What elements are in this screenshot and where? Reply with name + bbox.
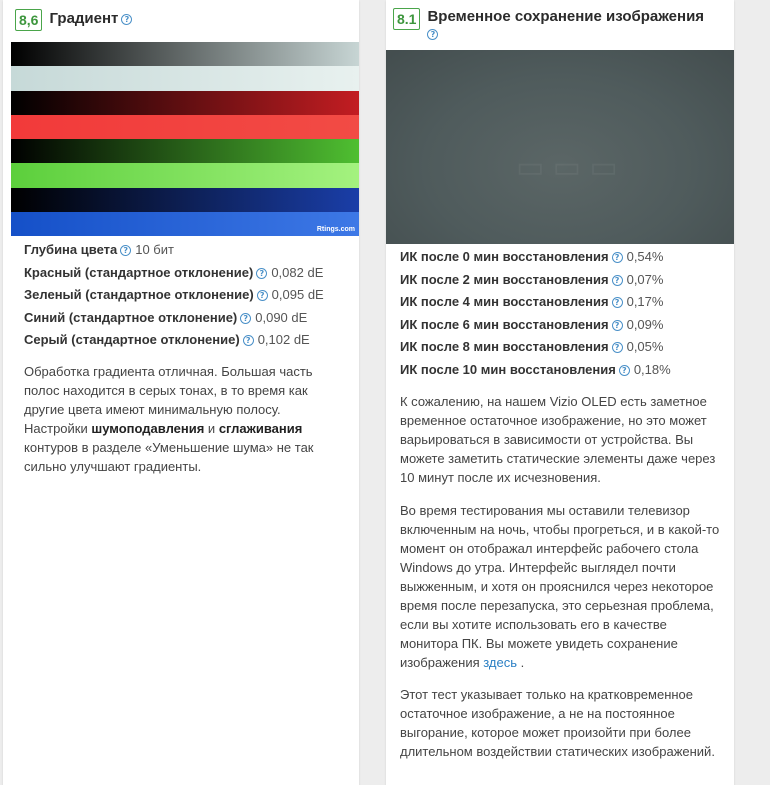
gradient-specs [24,239,324,352]
spec-label: ИК после 8 мин восстановления [400,339,609,354]
spec-value: 0,09% [626,316,664,332]
spec-value: 0,102 dE [257,332,310,347]
spec-label: Зеленый (стандартное отклонение) [24,287,254,302]
gradient-title-text: Градиент [49,10,119,27]
help-icon[interactable]: ? [612,275,623,286]
gradient-band [11,163,359,187]
spec-value: 0,17% [626,294,664,309]
spec-row [24,329,324,352]
image-retention-test-image [386,50,734,244]
image-retention-score-badge: 8.1 [393,8,420,30]
image-retention-title-text: Временное сохранение изображения [427,8,705,25]
help-icon[interactable]: ? [256,268,267,279]
spec-row [400,246,671,269]
spec-row [400,291,671,314]
noise-reduction-term: шумоподавления [91,421,205,436]
spec-label: ИК после 10 мин восстановления [400,361,616,377]
spec-row [400,269,671,292]
help-icon[interactable]: ? [612,297,623,308]
help-icon[interactable]: ? [427,29,438,40]
smoothing-term: сглаживания [218,421,303,436]
retention-paragraph-2: Во время тестирования мы оставили телевизор включенным на ночь, чтобы прогреться, и в какой-то момент он отображал интерфейс рабочего стола Windows до утра. Интерфейс выглядел почти выжженным, и хотя он прояснился через некоторое время после перезапуска, это серьезная проблема, если вы хотите использовать его в качестве монитора ПК. Вы можете увидеть сохранение изображения здесь . [400,503,720,670]
gradient-band [11,42,359,66]
spec-row [400,314,671,337]
spec-label: ИК после 6 мин восстановления [400,316,609,332]
help-icon[interactable]: ? [612,342,623,353]
spec-value: 0,095 dE [271,287,324,302]
spec-label: Синий (стандартное отклонение) [24,309,238,325]
help-icon[interactable]: ? [240,313,251,324]
gradient-band [11,66,359,90]
spec-label: Серый (стандартное отклонение) [24,332,240,347]
gradient-band [11,115,359,139]
spec-row [400,359,671,382]
spec-row [24,307,324,330]
spec-row [24,262,324,285]
help-icon[interactable]: ? [243,335,254,346]
image-retention-header [393,8,728,42]
gradient-title [49,9,132,29]
spec-value: 0,090 dE [255,309,308,325]
image-retention-specs [400,246,671,381]
help-icon[interactable]: ? [121,14,132,25]
help-icon[interactable]: ? [619,365,630,376]
gradient-card [3,0,359,785]
spec-label: ИК после 4 мин восстановления [400,294,609,309]
help-icon[interactable]: ? [612,320,623,331]
spec-row [24,284,324,307]
spec-label: ИК после 0 мин восстановления [400,249,609,264]
rtings-watermark: Rtings.com [316,226,355,233]
spec-value: 10 бит [135,242,174,257]
spec-row [24,239,324,262]
gradient-band [11,212,359,236]
retention-paragraph-3: Этот тест указывает только на кратковременное остаточное изображение, а не на постоянное выгорание, которое может произойти при более длительном воздействии статических изображений. [400,687,715,759]
help-icon[interactable]: ? [612,252,623,263]
help-icon[interactable]: ? [120,245,131,256]
image-retention-title [427,8,704,42]
spec-value: 0,05% [626,339,664,354]
spec-label: ИК после 2 мин восстановления [400,271,609,287]
gradient-band [11,188,359,212]
burn-in-ghost: ▭ ▭ ▭ [516,151,618,184]
gradient-test-image [11,42,359,236]
gradient-header [15,9,132,31]
here-link[interactable]: здесь [483,655,517,670]
spec-value: 0,54% [626,249,664,264]
image-retention-card [386,0,734,785]
gradient-band [11,91,359,115]
spec-row [400,336,671,359]
retention-paragraph-1: К сожалению, на нашем Vizio OLED есть заметное временное остаточное изображение, но это может варьироваться в зависимости от устройства. Вы можете заметить статические элементы даже через 10 минут после их исчезновения. [400,394,716,485]
gradient-description: Обработка градиента отличная. Большая часть полос находится в серых тонах, в то время как другие цвета имеют минимальную полосу. Настройки шумоподавления и сглаживания контуров в разделе «Уменьшение шума» не так сильно улучшают градиенты. [24,364,314,474]
spec-value: 0,18% [633,361,671,377]
spec-label: Глубина цвета [24,242,118,257]
help-icon[interactable]: ? [257,290,268,301]
spec-value: 0,082 dE [271,264,324,280]
gradient-band [11,139,359,163]
spec-value: 0,07% [626,271,664,287]
gradient-score-badge: 8,6 [15,9,42,31]
spec-label: Красный (стандартное отклонение) [24,264,254,280]
